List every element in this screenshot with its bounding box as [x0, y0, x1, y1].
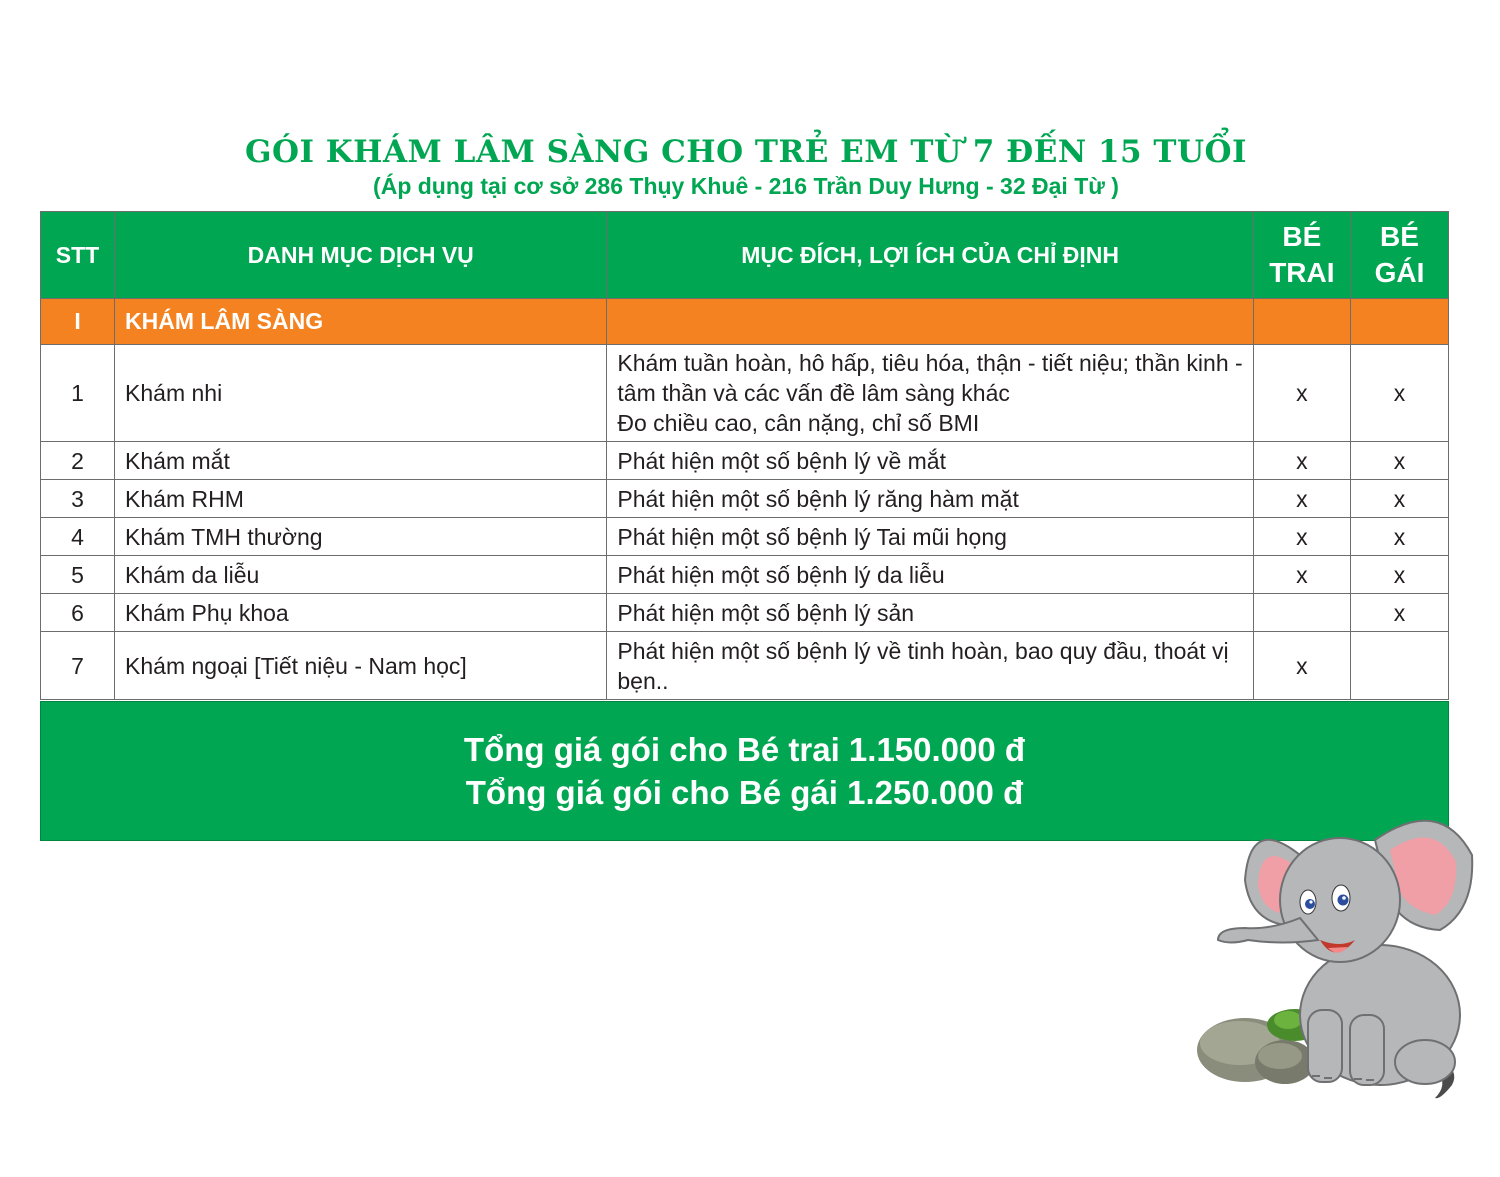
row-boy-mark: x: [1253, 518, 1350, 556]
header-girl: BÉ GÁI: [1350, 212, 1448, 299]
table-row: [41, 442, 1449, 480]
section-empty-cell: [607, 299, 1253, 345]
header-service: DANH MỤC DỊCH VỤ: [115, 212, 607, 299]
row-number: 3: [41, 480, 115, 518]
row-girl-mark: x: [1350, 480, 1448, 518]
purpose-line: Phát hiện một số bệnh lý Tai mũi họng: [617, 523, 1007, 550]
row-number: 5: [41, 556, 115, 594]
row-girl-mark: x: [1350, 594, 1448, 632]
row-girl-mark: [1350, 632, 1448, 700]
table-row: [41, 632, 1449, 700]
row-boy-mark: x: [1253, 442, 1350, 480]
purpose-line: Phát hiện một số bệnh lý da liễu: [617, 561, 945, 588]
header-boy: BÉ TRAI: [1253, 212, 1350, 299]
header-purpose: MỤC ĐÍCH, LỢI ÍCH CỦA CHỈ ĐỊNH: [607, 212, 1253, 299]
purpose-line: Phát hiện một số bệnh lý về tinh hoàn, bao quy đầu, thoát vị bẹn..: [617, 637, 1229, 694]
row-number: 2: [41, 442, 115, 480]
section-row: [41, 299, 1449, 345]
row-purpose: [607, 345, 1253, 442]
section-empty-cell: [1350, 299, 1448, 345]
purpose-line: Phát hiện một số bệnh lý răng hàm mặt: [617, 485, 1019, 512]
row-girl-mark: x: [1350, 345, 1448, 442]
table-row: [41, 518, 1449, 556]
row-service: Khám da liễu: [115, 556, 607, 594]
row-purpose: [607, 594, 1253, 632]
row-girl-mark: x: [1350, 556, 1448, 594]
row-boy-mark: x: [1253, 632, 1350, 700]
row-boy-mark: x: [1253, 556, 1350, 594]
header-stt: STT: [41, 212, 115, 299]
row-number: 4: [41, 518, 115, 556]
row-service: Khám Phụ khoa: [115, 594, 607, 632]
row-service: Khám nhi: [115, 345, 607, 442]
page-title: GÓI KHÁM LÂM SÀNG CHO TRẺ EM TỪ 7 ĐẾN 15 TUỔI: [244, 134, 1248, 170]
table-row: [41, 594, 1449, 632]
row-service: Khám ngoại [Tiết niệu - Nam học]: [115, 632, 607, 700]
row-boy-mark: x: [1253, 480, 1350, 518]
purpose-line: Phát hiện một số bệnh lý sản: [617, 599, 915, 626]
purpose-line: Khám tuần hoàn, hô hấp, tiêu hóa, thận - tiết niệu; thần kinh - tâm thần và các vấn đề lâm sàng khác: [617, 350, 1243, 406]
row-boy-mark: x: [1253, 345, 1350, 442]
service-price-table: [40, 211, 1449, 700]
total-price-girl: Tổng giá gói cho Bé gái 1.250.000 đ: [465, 774, 1024, 811]
row-service: Khám mắt: [115, 442, 607, 480]
table-row: [41, 345, 1449, 442]
purpose-line: Đo chiều cao, cân nặng, chỉ số BMI: [617, 410, 980, 436]
table-row: [41, 480, 1449, 518]
row-purpose: [607, 556, 1253, 594]
row-number: 6: [41, 594, 115, 632]
row-number: 1: [41, 345, 115, 442]
row-service: Khám TMH thường: [115, 518, 607, 556]
table-header-row: [41, 212, 1449, 299]
total-price-boy: Tổng giá gói cho Bé trai 1.150.000 đ: [463, 731, 1026, 768]
purpose-line: Phát hiện một số bệnh lý về mắt: [617, 447, 946, 474]
row-purpose: [607, 518, 1253, 556]
page-subtitle: (Áp dụng tại cơ sở 286 Thụy Khuê - 216 Trần Duy Hưng - 32 Đại Từ ): [373, 173, 1119, 199]
row-purpose: [607, 480, 1253, 518]
section-name: KHÁM LÂM SÀNG: [115, 299, 607, 345]
row-girl-mark: x: [1350, 518, 1448, 556]
table-row: [41, 556, 1449, 594]
section-empty-cell: [1253, 299, 1350, 345]
row-purpose: [607, 442, 1253, 480]
elephant-mascot-icon: [1190, 800, 1490, 1110]
row-service: Khám RHM: [115, 480, 607, 518]
row-purpose: [607, 632, 1253, 700]
row-boy-mark: [1253, 594, 1350, 632]
section-number: I: [41, 299, 115, 345]
row-girl-mark: x: [1350, 442, 1448, 480]
row-number: 7: [41, 632, 115, 700]
